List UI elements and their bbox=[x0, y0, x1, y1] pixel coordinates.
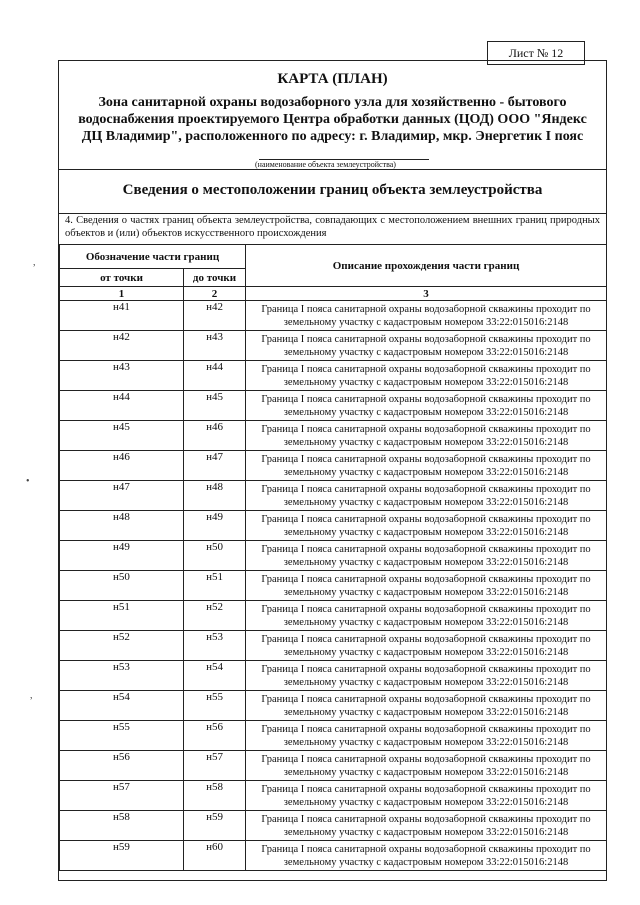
to-point-cell: н57 bbox=[184, 751, 246, 781]
table-row bbox=[60, 541, 607, 571]
zone-title: Зона санитарной охраны водозаборного узла для хозяйственно - бытового водоснабжения проектируемого Центра обработки данных (ЦОД) ООО "Яндекс ДЦ Владимир", расположенного по адресу: г. Владимир, мкр. Энергетик I пояс bbox=[78, 95, 587, 144]
from-point-cell: н41 bbox=[60, 301, 184, 331]
from-point-cell: н51 bbox=[60, 601, 184, 631]
to-point-cell: н45 bbox=[184, 391, 246, 421]
to-point-cell: н46 bbox=[184, 421, 246, 451]
to-point-cell: н50 bbox=[184, 541, 246, 571]
from-point-cell: н59 bbox=[60, 841, 184, 871]
from-point-cell: н56 bbox=[60, 751, 184, 781]
header-description: Описание прохождения части границ bbox=[246, 245, 607, 287]
column-number-1: 1 bbox=[60, 287, 184, 301]
to-point-cell: н60 bbox=[184, 841, 246, 871]
to-point-cell: н49 bbox=[184, 511, 246, 541]
description-cell: Граница I пояса санитарной охраны водозаборной скважины проходит по земельному участку с кадастровым номером 33:22:015016:2148 bbox=[246, 601, 607, 631]
document-frame bbox=[58, 60, 607, 881]
table-row bbox=[60, 481, 607, 511]
header-from-point: от точки bbox=[60, 269, 184, 287]
table-row bbox=[60, 691, 607, 721]
table-row bbox=[60, 601, 607, 631]
table-row bbox=[60, 421, 607, 451]
zone-caption: (наименование объекта землеустройства) bbox=[255, 160, 396, 169]
description-cell: Граница I пояса санитарной охраны водозаборной скважины проходит по земельному участку с кадастровым номером 33:22:015016:2148 bbox=[246, 421, 607, 451]
from-point-cell: н45 bbox=[60, 421, 184, 451]
table-row bbox=[60, 391, 607, 421]
header-to-point: до точки bbox=[184, 269, 246, 287]
description-cell: Граница I пояса санитарной охраны водозаборной скважины проходит по земельному участку с кадастровым номером 33:22:015016:2148 bbox=[246, 451, 607, 481]
table-row bbox=[60, 511, 607, 541]
description-cell: Граница I пояса санитарной охраны водозаборной скважины проходит по земельному участку с кадастровым номером 33:22:015016:2148 bbox=[246, 691, 607, 721]
table-row bbox=[60, 841, 607, 871]
from-point-cell: н43 bbox=[60, 361, 184, 391]
to-point-cell: н42 bbox=[184, 301, 246, 331]
to-point-cell: н56 bbox=[184, 721, 246, 751]
table-row bbox=[60, 301, 607, 331]
description-cell: Граница I пояса санитарной охраны водозаборной скважины проходит по земельному участку с кадастровым номером 33:22:015016:2148 bbox=[246, 631, 607, 661]
from-point-cell: н52 bbox=[60, 631, 184, 661]
description-cell: Граница I пояса санитарной охраны водозаборной скважины проходит по земельному участку с кадастровым номером 33:22:015016:2148 bbox=[246, 361, 607, 391]
boundary-table bbox=[59, 244, 607, 871]
table-row bbox=[60, 721, 607, 751]
table-body bbox=[60, 301, 607, 871]
table-row bbox=[60, 781, 607, 811]
description-cell: Граница I пояса санитарной охраны водозаборной скважины проходит по земельному участку с кадастровым номером 33:22:015016:2148 bbox=[246, 751, 607, 781]
section-block bbox=[59, 169, 606, 214]
header-parts: Обозначение части границ bbox=[60, 245, 246, 269]
from-point-cell: н50 bbox=[60, 571, 184, 601]
table-row bbox=[60, 751, 607, 781]
description-cell: Граница I пояса санитарной охраны водозаборной скважины проходит по земельному участку с кадастровым номером 33:22:015016:2148 bbox=[246, 721, 607, 751]
from-point-cell: н54 bbox=[60, 691, 184, 721]
description-cell: Граница I пояса санитарной охраны водозаборной скважины проходит по земельному участку с кадастровым номером 33:22:015016:2148 bbox=[246, 301, 607, 331]
from-point-cell: н46 bbox=[60, 451, 184, 481]
to-point-cell: н51 bbox=[184, 571, 246, 601]
to-point-cell: н53 bbox=[184, 631, 246, 661]
to-point-cell: н58 bbox=[184, 781, 246, 811]
to-point-cell: н43 bbox=[184, 331, 246, 361]
margin-mark: , bbox=[30, 690, 33, 701]
description-cell: Граница I пояса санитарной охраны водозаборной скважины проходит по земельному участку с кадастровым номером 33:22:015016:2148 bbox=[246, 331, 607, 361]
description-cell: Граница I пояса санитарной охраны водозаборной скважины проходит по земельному участку с кадастровым номером 33:22:015016:2148 bbox=[246, 811, 607, 841]
margin-mark: • bbox=[26, 476, 30, 487]
margin-mark: , bbox=[33, 257, 36, 268]
title-block bbox=[59, 61, 606, 170]
column-number-2: 2 bbox=[184, 287, 246, 301]
to-point-cell: н44 bbox=[184, 361, 246, 391]
description-cell: Граница I пояса санитарной охраны водозаборной скважины проходит по земельному участку с кадастровым номером 33:22:015016:2148 bbox=[246, 481, 607, 511]
to-point-cell: н59 bbox=[184, 811, 246, 841]
from-point-cell: н53 bbox=[60, 661, 184, 691]
table-row bbox=[60, 361, 607, 391]
to-point-cell: н54 bbox=[184, 661, 246, 691]
column-number-3: 3 bbox=[246, 287, 607, 301]
table-row bbox=[60, 331, 607, 361]
description-cell: Граница I пояса санитарной охраны водозаборной скважины проходит по земельному участку с кадастровым номером 33:22:015016:2148 bbox=[246, 661, 607, 691]
from-point-cell: н49 bbox=[60, 541, 184, 571]
from-point-cell: н42 bbox=[60, 331, 184, 361]
section-title: Сведения о местоположении границ объекта землеустройства bbox=[122, 182, 543, 198]
table-row bbox=[60, 451, 607, 481]
description-cell: Граница I пояса санитарной охраны водозаборной скважины проходит по земельному участку с кадастровым номером 33:22:015016:2148 bbox=[246, 841, 607, 871]
to-point-cell: н55 bbox=[184, 691, 246, 721]
from-point-cell: н55 bbox=[60, 721, 184, 751]
from-point-cell: н57 bbox=[60, 781, 184, 811]
description-cell: Граница I пояса санитарной охраны водозаборной скважины проходит по земельному участку с кадастровым номером 33:22:015016:2148 bbox=[246, 571, 607, 601]
to-point-cell: н47 bbox=[184, 451, 246, 481]
description-cell: Граница I пояса санитарной охраны водозаборной скважины проходит по земельному участку с кадастровым номером 33:22:015016:2148 bbox=[246, 391, 607, 421]
table-row bbox=[60, 631, 607, 661]
sheet-number: Лист № 12 bbox=[487, 41, 585, 65]
section-note: 4. Сведения о частях границ объекта землеустройства, совпадающих с местоположением внешних границ природных объектов и (или) объектов искусственного происхождения bbox=[65, 215, 600, 239]
from-point-cell: н47 bbox=[60, 481, 184, 511]
table-row bbox=[60, 571, 607, 601]
from-point-cell: н58 bbox=[60, 811, 184, 841]
description-cell: Граница I пояса санитарной охраны водозаборной скважины проходит по земельному участку с кадастровым номером 33:22:015016:2148 bbox=[246, 781, 607, 811]
from-point-cell: н44 bbox=[60, 391, 184, 421]
table-row bbox=[60, 661, 607, 691]
to-point-cell: н48 bbox=[184, 481, 246, 511]
from-point-cell: н48 bbox=[60, 511, 184, 541]
description-cell: Граница I пояса санитарной охраны водозаборной скважины проходит по земельному участку с кадастровым номером 33:22:015016:2148 bbox=[246, 511, 607, 541]
table-row bbox=[60, 811, 607, 841]
map-title: КАРТА (ПЛАН) bbox=[277, 71, 388, 87]
description-cell: Граница I пояса санитарной охраны водозаборной скважины проходит по земельному участку с кадастровым номером 33:22:015016:2148 bbox=[246, 541, 607, 571]
to-point-cell: н52 bbox=[184, 601, 246, 631]
